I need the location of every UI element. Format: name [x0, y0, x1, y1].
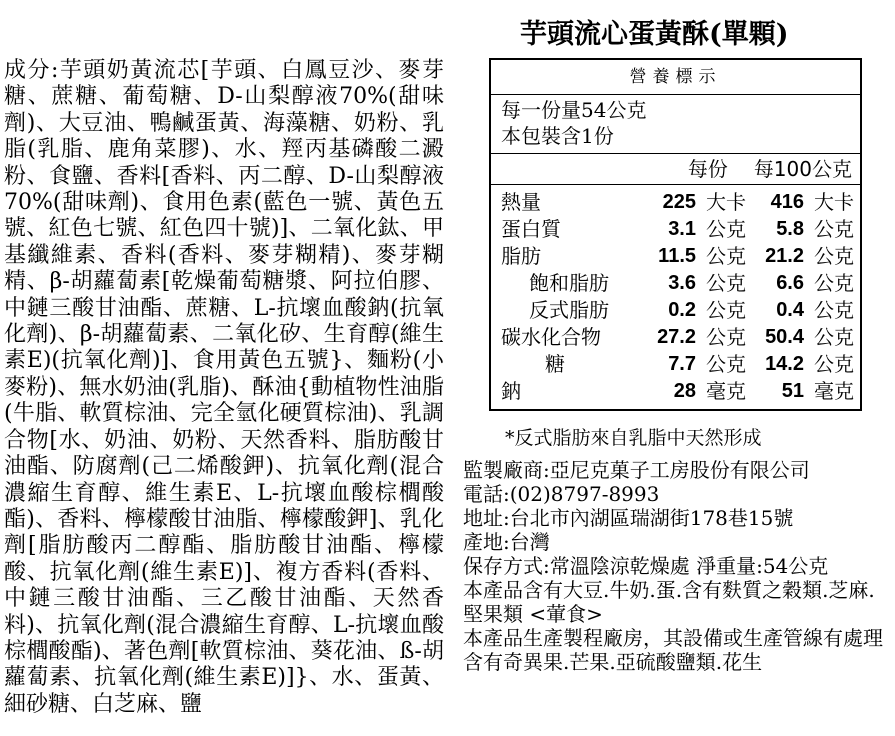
per-100g-unit: 公克: [814, 352, 854, 376]
per-100g-value: 5.8: [776, 218, 804, 240]
per-100g-unit: 大卡: [814, 190, 854, 214]
per-100g-value: 416: [770, 191, 804, 213]
per-100g-value: 21.2: [765, 245, 804, 267]
nutrient-name: 飽和脂肪: [529, 271, 609, 295]
product-title: 芋頭流心蛋黃酥(單顆): [520, 19, 789, 50]
per-100g-unit: 公克: [814, 325, 854, 349]
per-serving-unit: 公克: [706, 325, 746, 349]
per-100g-value: 51: [781, 380, 804, 402]
nutrition-row: [501, 243, 854, 270]
per-serving-value: 28: [673, 380, 696, 402]
per-serving-value: 225: [662, 191, 696, 213]
per-100g-value: 50.4: [765, 326, 804, 348]
per-serving-unit: 公克: [706, 217, 746, 241]
per-100g-value: 0.4: [776, 299, 804, 321]
facility-info: 本產品生產製程廠房，其設備或生產管線有處理含有奇異果.芒果.亞硫酸鹽類.花生: [463, 626, 883, 674]
nutrient-name: 熱量: [501, 190, 541, 214]
origin: 產地:台灣: [463, 530, 550, 554]
nutrition-header: 營養標示: [491, 60, 860, 95]
manufacturer-address: 地址:台北市內湖區瑞湖街178巷15號: [463, 506, 794, 530]
per-100g-unit: 公克: [814, 244, 854, 268]
per-100g-value: 6.6: [776, 272, 804, 294]
per-serving-value: 7.7: [668, 353, 696, 375]
nutrition-row: [501, 297, 854, 324]
nutrient-name: 蛋白質: [501, 217, 561, 241]
trans-fat-note: *反式脂肪來自乳脂中天然形成: [505, 427, 762, 449]
nutrition-row: [501, 216, 854, 243]
nutrition-row: [501, 270, 854, 297]
allergen-info: 本產品含有大豆.牛奶.蛋.含有麩質之穀類.芝麻.堅果類 <葷食>: [463, 578, 875, 626]
ingredients-text: 成分:芋頭奶黃流芯[芋頭、白鳳豆沙、麥芽糖、蔗糖、葡萄糖、D-山梨醇液70%(甜味劑)、大豆油、鴨鹹蛋黃、海藻糖、奶粉、乳脂(乳脂、鹿角菜膠)、水、羥丙基磷酸二澱粉、食鹽、香料[香料、丙二醇、D-山梨醇液70%(甜味劑)、食用色素(藍色一號、黃色五號、紅色七號、紅色四十號)]、二氧化鈦、甲基纖維素、香料(香料、麥芽糊精)、麥芽糊精、β-胡蘿蔔素[乾燥葡萄糖漿、阿拉伯膠、中鏈三酸甘油酯、蔗糖、L-抗壞血酸鈉(抗氧化劑)、β-胡蘿蔔素、二氧化矽、生育醇(維生素E)(抗氧化劑)]、食用黃色五號}、麵粉(小麥粉)、無水奶油(乳脂)、酥油{動植物性油脂(牛脂、軟質棕油、完全氫化硬質棕油)、乳調合物[水、奶油、奶粉、天然香料、脂肪酸甘油酯、防腐劑(己二烯酸鉀)、抗氧化劑(混合濃縮生育醇、維生素E、L-抗壞血酸棕櫚酸酯)、香料、檸檬酸甘油脂、檸檬酸鉀]、乳化劑[脂肪酸丙二醇酯、脂肪酸甘油酯、檸檬酸、抗氧化劑(維生素E)]、複方香料(香料、中鏈三酸甘油酯、三乙酸甘油酯、天然香料)、抗氧化劑(混合濃縮生育醇、L-抗壞血酸棕櫚酸酯)、著色劑[軟質棕油、葵花油、ß-胡蘿蔔素、抗氧化劑(維生素E)]}、水、蛋黃、細砂糖、白芝麻、鹽: [4, 58, 444, 717]
nutrition-facts-table: [489, 58, 862, 411]
nutrition-rows: [491, 185, 860, 409]
per-serving-unit: 公克: [706, 244, 746, 268]
serving-info: [491, 95, 860, 154]
manufacturer-info: [463, 458, 883, 674]
per-serving-unit: 毫克: [706, 379, 746, 403]
serving-size: 每一份量54公克: [501, 98, 647, 122]
per-serving-unit: 公克: [706, 298, 746, 322]
storage-and-weight: 保存方式:常溫陰涼乾燥處 淨重量:54公克: [463, 554, 829, 578]
nutrition-column-headers: [491, 154, 860, 185]
nutrient-name: 脂肪: [501, 244, 541, 268]
per-100g-unit: 公克: [814, 271, 854, 295]
per-100g-unit: 公克: [814, 217, 854, 241]
nutrient-name: 反式脂肪: [529, 298, 609, 322]
per-serving-value: 11.5: [658, 245, 696, 267]
nutrient-name: 糖: [545, 352, 565, 376]
nutrition-row: [501, 351, 854, 378]
nutrient-name: 鈉: [501, 379, 521, 403]
nutrition-row: [501, 324, 854, 351]
col-per-100g: 每100公克: [753, 157, 852, 181]
col-per-serving: 每份: [687, 157, 728, 181]
per-serving-value: 0.2: [668, 299, 696, 321]
per-serving-value: 27.2: [657, 326, 696, 348]
servings-per-package: 本包裝含1份: [501, 124, 614, 148]
per-serving-value: 3.6: [668, 272, 696, 294]
per-100g-value: 14.2: [765, 353, 804, 375]
per-100g-unit: 公克: [814, 298, 854, 322]
nutrition-row: [501, 189, 854, 216]
manufacturer-phone: 電話:(02)8797-8993: [463, 482, 660, 506]
per-serving-value: 3.1: [668, 218, 696, 240]
nutrient-name: 碳水化合物: [501, 325, 601, 349]
per-serving-unit: 公克: [706, 352, 746, 376]
per-serving-unit: 公克: [706, 271, 746, 295]
per-100g-unit: 毫克: [814, 379, 854, 403]
nutrition-row: [501, 378, 854, 405]
per-serving-unit: 大卡: [706, 190, 746, 214]
manufacturer-name: 監製廠商:亞尼克菓子工房股份有限公司: [463, 458, 810, 482]
